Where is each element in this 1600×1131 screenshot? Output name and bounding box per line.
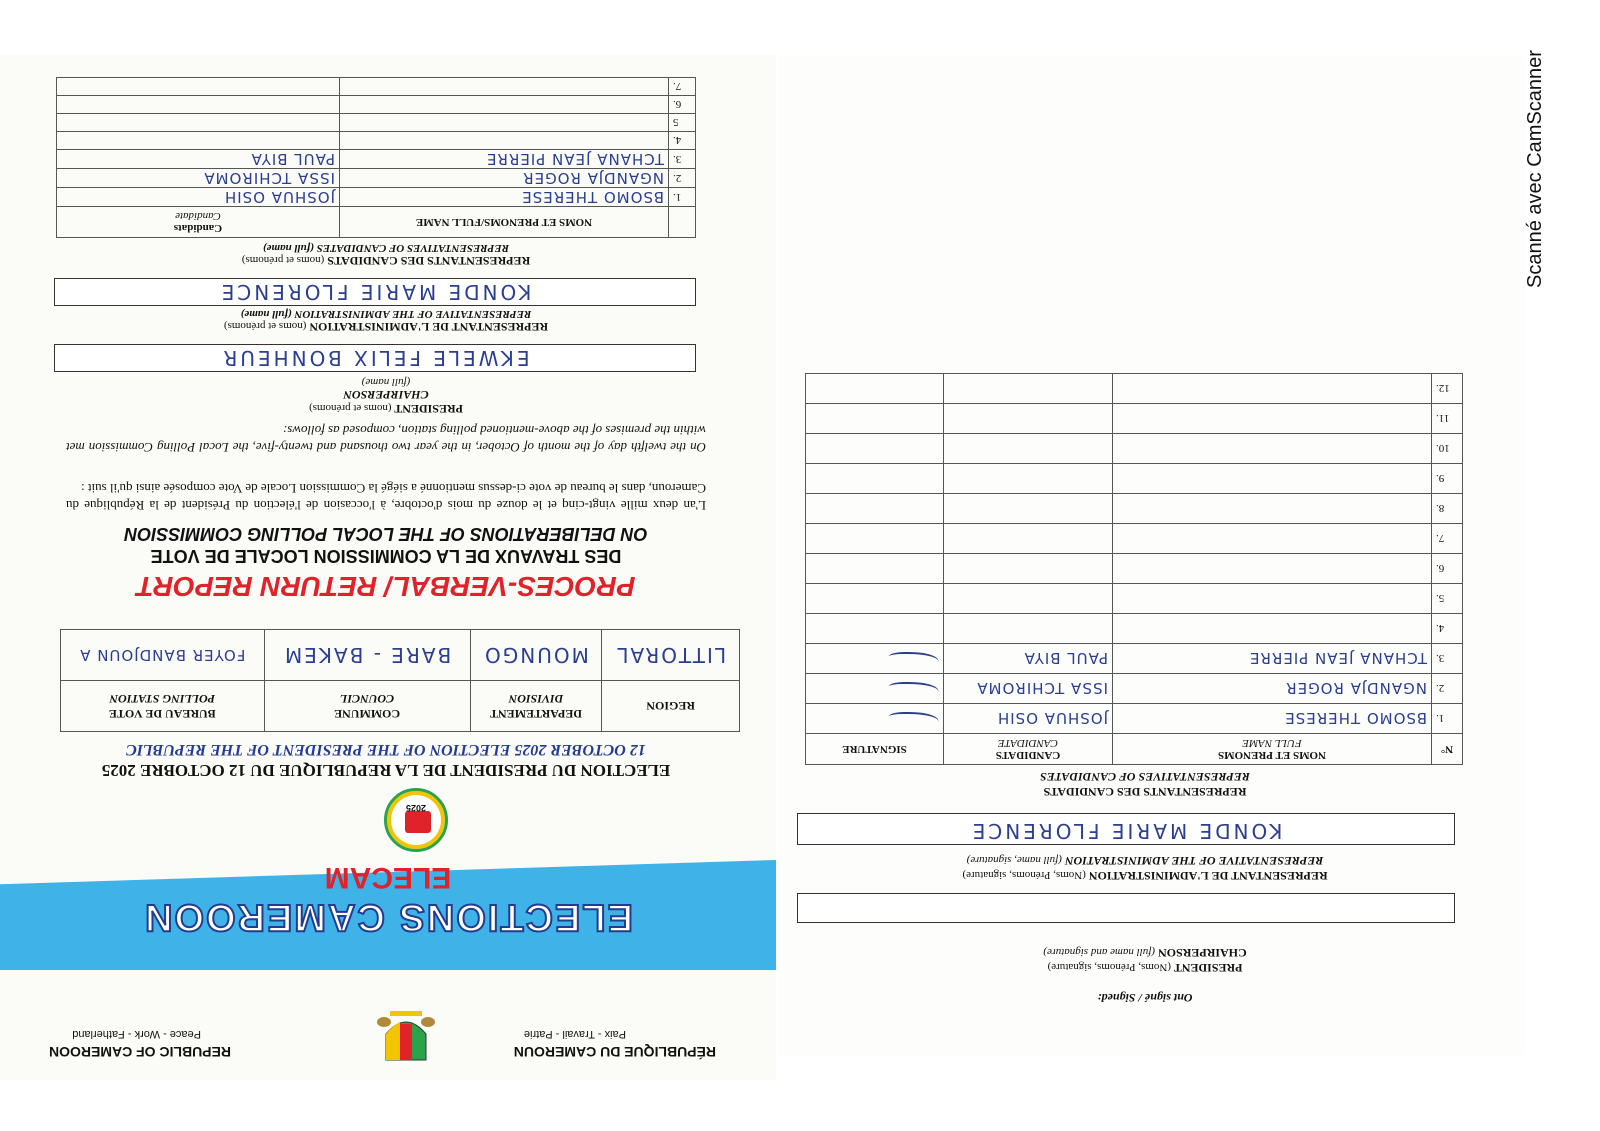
sig-admin-label-en: REPRESENTATIVE OF THE ADMINISTRATION (full name, signature) xyxy=(966,854,1324,868)
location-header: DEPARTEMENT DIVISION xyxy=(470,681,602,732)
watermark-text: Scanné avec CamScanner xyxy=(1524,50,1546,288)
table-row: 9. xyxy=(806,464,1463,494)
no-column-header: N° xyxy=(1432,734,1463,765)
table-row: 6. xyxy=(57,96,696,114)
table-row: 10. xyxy=(806,434,1463,464)
motto-en: Peace - Work - Fatherland xyxy=(72,1028,201,1040)
division-value: MOUNGO xyxy=(470,630,602,681)
org-name: ELECTIONS CAMEROON xyxy=(143,896,633,938)
motto-fr: Paix - Travail - Patrie xyxy=(523,1028,626,1040)
table-row: 3. TCHANA JEAN PIERRE PAUL BIYA xyxy=(806,644,1463,674)
signatures-table xyxy=(805,373,1463,765)
table-row: 4. xyxy=(57,132,696,150)
location-header: BUREAU DE VOTE POLLING STATION xyxy=(61,681,265,732)
signature-scribble-icon xyxy=(884,682,942,698)
sig-chairperson-label: CHAIRPERSON (full name and signature) xyxy=(1043,946,1247,960)
table-row: 5. xyxy=(806,584,1463,614)
candidates-column-header: CANDIDATS CANDIDATE xyxy=(944,734,1113,765)
admin-name: KONDE MARIE FLORENCE xyxy=(218,280,532,304)
scanner-watermark xyxy=(1523,30,1553,310)
election-title-fr: ELECTION DU PRESIDENT DE LA REPUBLIQUE DU 12 OCTOBRE 2025 xyxy=(101,761,671,780)
location-header-row xyxy=(61,681,740,732)
president-name-box xyxy=(54,344,696,372)
region-value: LITTORAL xyxy=(602,630,740,681)
republic-en: REPUBLIC OF CAMEROON xyxy=(49,1044,231,1060)
logo-year: 2025 xyxy=(405,803,427,813)
table-row: 7. xyxy=(57,78,696,96)
intro-paragraph-fr: L'an deux mille vingt-cinq et le douze du mois d'octobre, à l'occasion de l'élection du Président de la République du Cameroun, dans le bureau de vote ci-dessus mentionné a siégé la Commission Locale de Vote composée ainsi qu'il suit : xyxy=(66,481,706,513)
admin-label: REPRESENTANT DE L'ADMINISTRATION (noms et prénoms) xyxy=(223,320,549,334)
candidate-column-header: Candidats Candidate xyxy=(57,207,340,238)
sig-admin-name: KONDE MARIE FLORENCE xyxy=(969,819,1283,843)
names-column-header: NOMS ET PRENOMS FULL NAME xyxy=(1113,734,1432,765)
table-row: 8. xyxy=(806,494,1463,524)
table-row: 11. xyxy=(806,404,1463,434)
republic-fr: RÉPUBLIQUE DU CAMEROUN xyxy=(513,1044,716,1060)
president-label: PRESIDENT (noms et prénoms) xyxy=(309,402,463,416)
sig-candidates-label: REPRESENTANTS DES CANDIDATS xyxy=(1043,785,1247,799)
table-header-row xyxy=(806,734,1463,765)
table-row: 1. BSOMO THERESE JOSHUA OSIH xyxy=(806,704,1463,734)
election-title-en: 12 OCTOBER 2025 ELECTION OF THE PRESIDENT OF THE REPUBLIC xyxy=(126,741,646,758)
location-header: REGION xyxy=(602,681,740,732)
sig-admin-label: REPRESENTANT DE L'ADMINISTRATION (Noms, Prénoms, signature) xyxy=(962,869,1328,883)
location-header: COMMUNE COUNCIL xyxy=(264,681,470,732)
candidates-rep-label-en: REPRESENTATIVES OF CANDIDATES (full name) xyxy=(262,242,510,254)
admin-signature-box xyxy=(797,813,1455,845)
report-title: PROCES-VERBAL/ RETURN REPORT xyxy=(136,571,636,602)
sig-president-label: PRESIDENT (Noms, Prénoms, signature) xyxy=(1047,961,1243,975)
report-subtitle-en: ON DELIBERATIONS OF THE LOCAL POLLING COMMISSION xyxy=(124,524,648,544)
sig-candidates-label-en: REPRESENTATIVES OF CANDIDATES xyxy=(1040,770,1250,784)
signature-column-header: SIGNATURE xyxy=(806,734,944,765)
signatures-page xyxy=(778,57,1525,1055)
signed-intro: Ont signé / Signed: xyxy=(1097,991,1193,1005)
candidates-reps-table xyxy=(56,77,696,238)
coat-of-arms-icon xyxy=(376,1006,436,1068)
org-acronym: ELECAM xyxy=(324,861,452,894)
table-row: 7. xyxy=(806,524,1463,554)
location-table xyxy=(60,629,740,732)
polling-station-value: FOYER BANDJOUN A xyxy=(61,630,265,681)
table-row: 6. xyxy=(806,554,1463,584)
president-name: EKWELE FELIX BONHEUR xyxy=(220,346,530,370)
location-value-row xyxy=(61,630,740,681)
council-value: BARE - BAKEM xyxy=(264,630,470,681)
admin-label-en: REPRESENTATIVE OF THE ADMINISTRATION (full name) xyxy=(240,308,532,320)
intro-paragraph-en: On the twelfth day of the month of October, in the year two thousand and twenty-five, the Local Polling Commission met within the premises of the above-mentioned polling station, composed as follows: xyxy=(66,423,706,455)
table-row: 2. NGANDJA ROGER ISSA TCHIROMA xyxy=(57,169,696,188)
table-row: 12. xyxy=(806,374,1463,404)
president-signature-box xyxy=(797,893,1455,923)
candidates-rep-label: REPRESENTANTS DES CANDIDATS (noms et prénoms) xyxy=(241,254,531,268)
names-column-header: NOMS ET PRENOMS/FULL NAME xyxy=(340,207,669,238)
table-row: 3. TCHANA JEAN PIERRE PAUL BIYA xyxy=(57,150,696,169)
report-subtitle-fr: DES TRAVAUX DE LA COMMISSION LOCALE DE VOTE xyxy=(150,546,622,566)
signature-scribble-icon xyxy=(884,712,942,728)
chairperson-note: (full name) xyxy=(361,376,411,388)
report-cover-page xyxy=(0,55,776,1080)
table-header-row xyxy=(57,207,696,238)
header-band xyxy=(0,861,776,1080)
elecam-logo-icon xyxy=(384,788,448,852)
table-row: 4. xyxy=(806,614,1463,644)
admin-name-box xyxy=(54,278,696,306)
table-row: 2. NGANDJA ROGER ISSA TCHIROMA xyxy=(806,674,1463,704)
table-row: 5 xyxy=(57,114,696,132)
table-row: 1. BSOMO THERESE JOSHUA OSIH xyxy=(57,188,696,207)
chairperson-label: CHAIRPERSON xyxy=(343,388,429,402)
signature-scribble-icon xyxy=(884,652,942,668)
